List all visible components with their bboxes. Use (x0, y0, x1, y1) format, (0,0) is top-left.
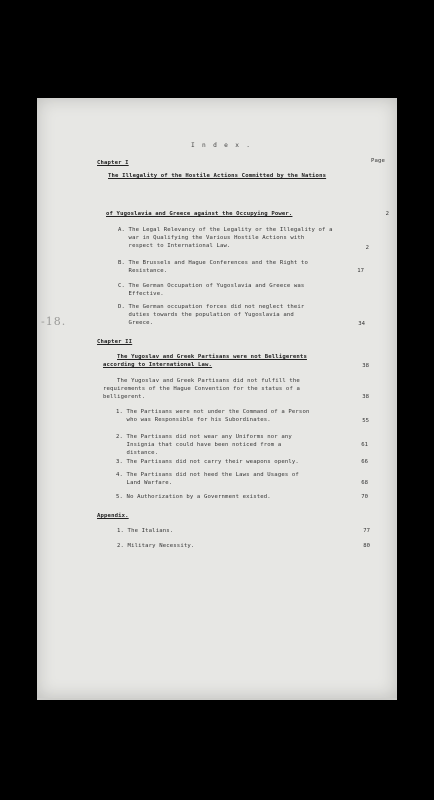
chapter-1-item-c-line-1: C. The German Occupation of Yugoslavia and Greece was (118, 283, 305, 289)
chapter-1-item-a-page: 2 (365, 245, 369, 251)
chapter-2-item-2-line-1: 2. The Partisans did not wear any Uniforms nor any (116, 434, 292, 440)
chapter-1-item-a-line-2: war in Qualifying the Various Hostile Actions with (118, 235, 305, 241)
chapter-1-item-b-line-2: Resistance. (118, 268, 168, 274)
appendix-label: Appendix. (97, 513, 129, 519)
chapter-2-item-4-line-1: 4. The Partisans did not heed the Laws and Usages of (116, 472, 299, 478)
page-column-heading-text: Page (371, 158, 386, 164)
chapter-2-intro-line-2: requirements of the Hague Convention for the status of a (103, 386, 300, 392)
margin-note: -18. (41, 315, 67, 328)
chapter-1-title-line-2: of Yugoslavia and Greece against the Occupying Power. (106, 211, 293, 217)
appendix-item-2-page: 80 (363, 543, 370, 549)
chapter-1-title-line-1: The Illegality of the Hostile Actions Committed by the Nations (108, 173, 327, 179)
appendix-item-1: 1. The Italians. (117, 528, 174, 534)
chapter-1-item-d-page: 34 (358, 321, 365, 327)
document-page (37, 98, 397, 698)
chapter-1-item-d-line-1: D. The German occupation forces did not neglect their (118, 304, 305, 310)
chapter-2-item-1-line-2: who was Responsible for his Subordinates. (116, 417, 271, 423)
chapter-2-item-4-page: 68 (361, 480, 368, 486)
chapter-2-label: Chapter II (97, 339, 133, 345)
chapter-2-intro-line-3: belligerent. (103, 394, 146, 400)
chapter-2-item-2-line-3: distance. (116, 450, 159, 456)
page-edge (37, 698, 397, 700)
chapter-1-label: Chapter I (97, 160, 129, 166)
chapter-1-item-b-line-1: B. The Brussels and Hague Conferences and the Right to (118, 260, 308, 266)
chapter-2-title-line-2: according to International Law. (103, 362, 213, 368)
chapter-2-item-4-line-2: Land Warfare. (116, 480, 173, 486)
chapter-2-item-5-line-1: 5. No Authorization by a Government existed. (116, 494, 271, 500)
chapter-1-item-d-line-2: duties towards the population of Yugoslavia and (118, 312, 294, 318)
index-title: I n d e x . (191, 142, 252, 149)
chapter-2-item-5-page: 70 (361, 494, 368, 500)
chapter-1-item-d-line-3: Greece. (118, 320, 154, 326)
chapter-2-intro-line-1: The Yugoslav and Greek Partisans did not fulfill the (117, 378, 300, 384)
appendix-item-1-page: 77 (363, 528, 370, 534)
chapter-1-item-b-page: 17 (357, 268, 364, 274)
chapter-1-item-c-line-2: Effective. (118, 291, 164, 297)
chapter-2-item-1-line-1: 1. The Partisans were not under the Command of a Person (116, 409, 310, 415)
chapter-2-title-page: 38 (362, 363, 369, 369)
chapter-2-item-1-page: 55 (362, 418, 369, 424)
chapter-2-intro-page: 38 (362, 394, 369, 400)
chapter-1-item-a-line-1: A. The Legal Relevancy of the Legality or the Illegality of a (118, 227, 333, 233)
chapter-1-item-a-line-3: respect to International Law. (118, 243, 231, 249)
chapter-2-item-3-page: 66 (361, 459, 368, 465)
chapter-2-title-line-1: The Yugoslav and Greek Partisans were not Belligerents (117, 354, 307, 360)
chapter-2-item-2-line-2: Insignia that could have been noticed from a (116, 442, 282, 448)
chapter-2-item-3-line-1: 3. The Partisans did not carry their weapons openly. (116, 459, 299, 465)
appendix-item-2: 2. Military Necessity. (117, 543, 195, 549)
chapter-2-item-2-page: 61 (361, 442, 368, 448)
chapter-1-title-page: 2 (385, 211, 389, 217)
